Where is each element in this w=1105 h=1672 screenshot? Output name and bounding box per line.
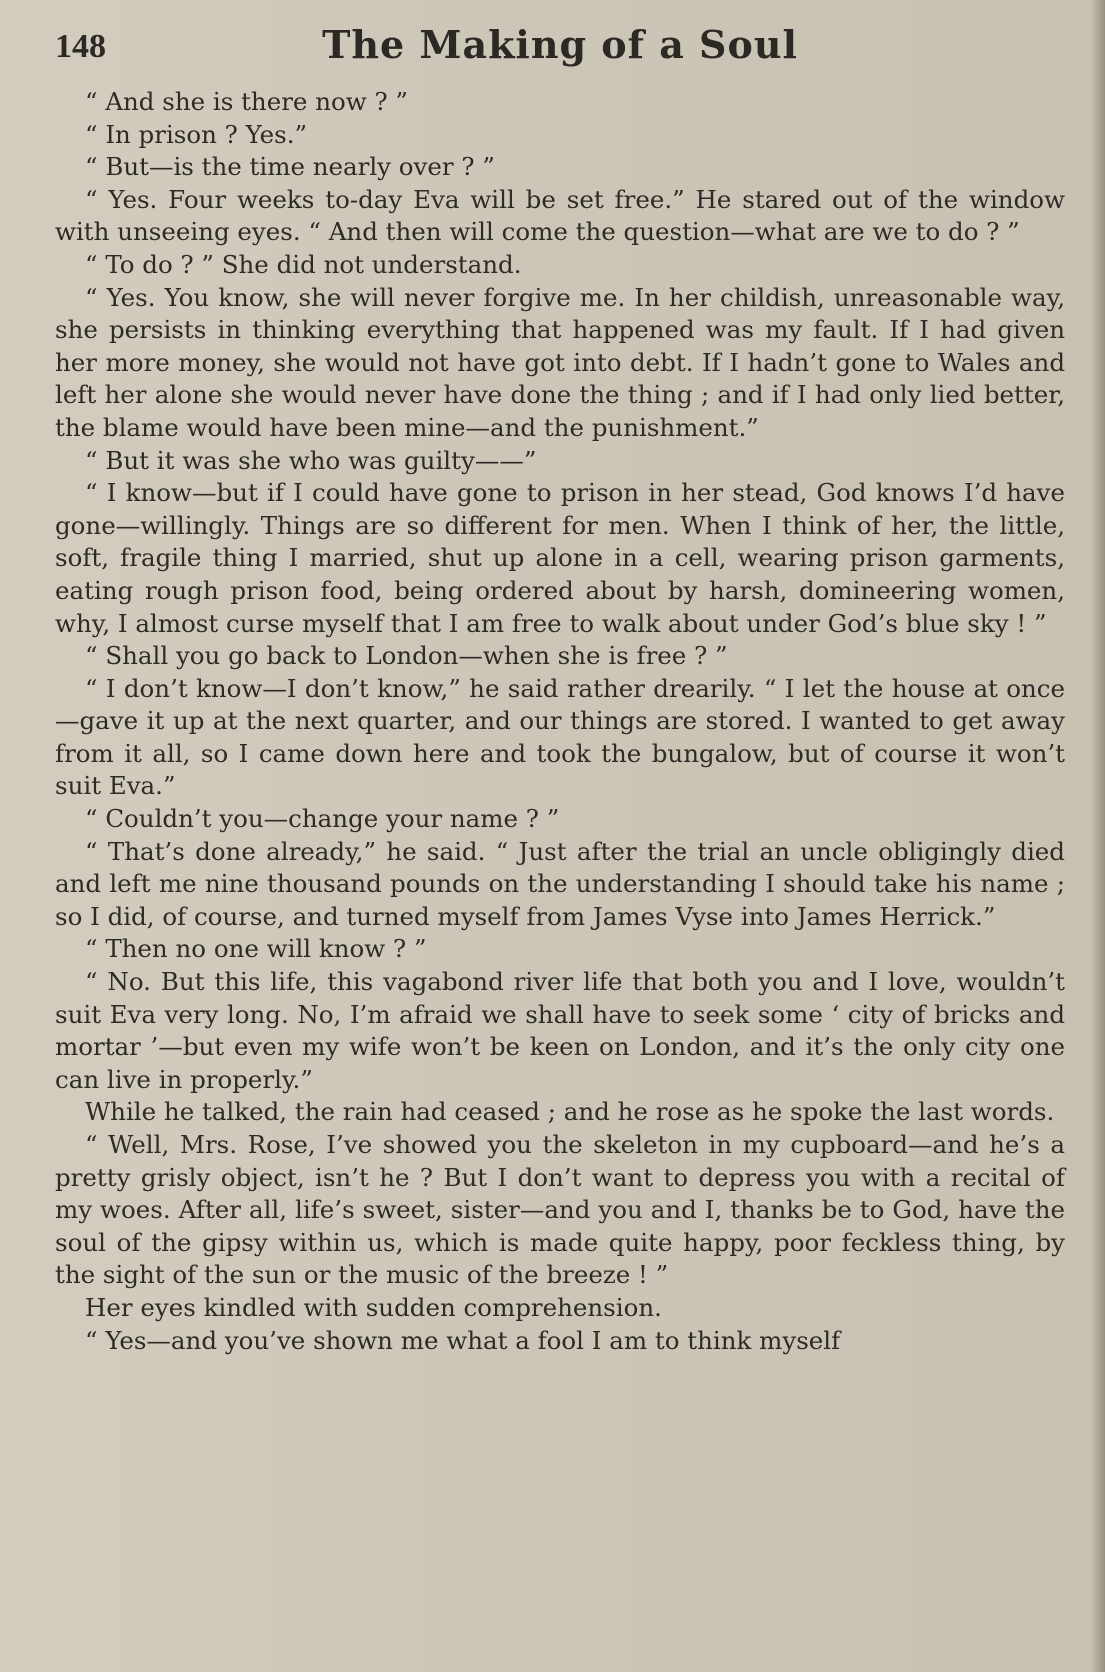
- paragraph: “ That’s done already,” he said. “ Just after the trial an uncle obligingly died and left me nine thousand pounds on the understanding I should take his name ; so I did, of course, and turned myself from James Vyse into James Herrick.”: [55, 836, 1065, 931]
- paragraph: “ In prison ? Yes.”: [85, 119, 308, 149]
- paragraph: “ Shall you go back to London—when she is free ? ”: [85, 641, 728, 671]
- paragraph: “ Yes. Four weeks to-day Eva will be set free.” He stared out of the window with unseeing eyes. “ And then will come the question—what are we to do ? ”: [55, 184, 1065, 247]
- paragraph: “ Then no one will know ? ”: [85, 934, 427, 964]
- running-title: The Making of a Soul: [322, 22, 798, 67]
- paragraph: “ Couldn’t you—change your name ? ”: [85, 804, 560, 834]
- paragraph: “ Yes—and you’ve shown me what a fool I am to think myself: [85, 1325, 841, 1355]
- page-header: [55, 14, 1065, 86]
- paragraph: While he talked, the rain had ceased ; and he rose as he spoke the last words.: [85, 1097, 1055, 1127]
- paragraph: “ But it was she who was guilty——”: [85, 445, 537, 475]
- page-number: 148: [55, 28, 106, 65]
- paragraph: “ Yes. You know, she will never forgive me. In her childish, unreasonable way, she persists in thinking everything that happened was my fault. If I had given her more money, she would not have got into debt. If I hadn’t gone to Wales and left her alone she would never have done the thing ; and if I had only lied better, the blame would have been mine—and the punishment.”: [55, 282, 1065, 442]
- paragraph: “ And she is there now ? ”: [85, 87, 408, 116]
- paragraph: “ Well, Mrs. Rose, I’ve showed you the skeleton in my cupboard—and he’s a pretty grisly object, isn’t he ? But I don’t want to depress you with a recital of my woes. After all, life’s sweet, sister—and you and I, thanks be to God, have the soul of the gipsy within us, which is made quite happy, poor feckless thing, by the sight of the sun or the music of the breeze ! ”: [55, 1130, 1065, 1290]
- paragraph: “ I don’t know—I don’t know,” he said rather drearily. “ I let the house at once—gave it up at the next quarter, and our things are stored. I wanted to get away from it all, so I came down here and took the bungalow, but of course it won’t suit Eva.”: [55, 673, 1065, 801]
- paragraph: “ But—is the time nearly over ? ”: [85, 152, 495, 182]
- paragraph: Her eyes kindled with sudden comprehension.: [85, 1292, 662, 1322]
- body-text: [55, 86, 1065, 1357]
- paragraph: “ No. But this life, this vagabond river life that both you and I love, wouldn’t suit Eva very long. No, I’m afraid we shall have to seek some ‘ city of bricks and mortar ’—but even my wife won’t be keen on London, and it’s the only city one can live in properly.”: [55, 967, 1065, 1094]
- paragraph: “ I know—but if I could have gone to prison in her stead, God knows I’d have gone—willingly. Things are so different for men. When I think of her, the little, soft, fragile thing I married, shut up alone in a cell, wearing prison garments, eating rough prison food, being ordered about by harsh, domineering women, why, I almost curse myself that I am free to walk about under God’s blue sky ! ”: [55, 478, 1065, 638]
- paragraph: “ To do ? ” She did not understand.: [85, 249, 522, 279]
